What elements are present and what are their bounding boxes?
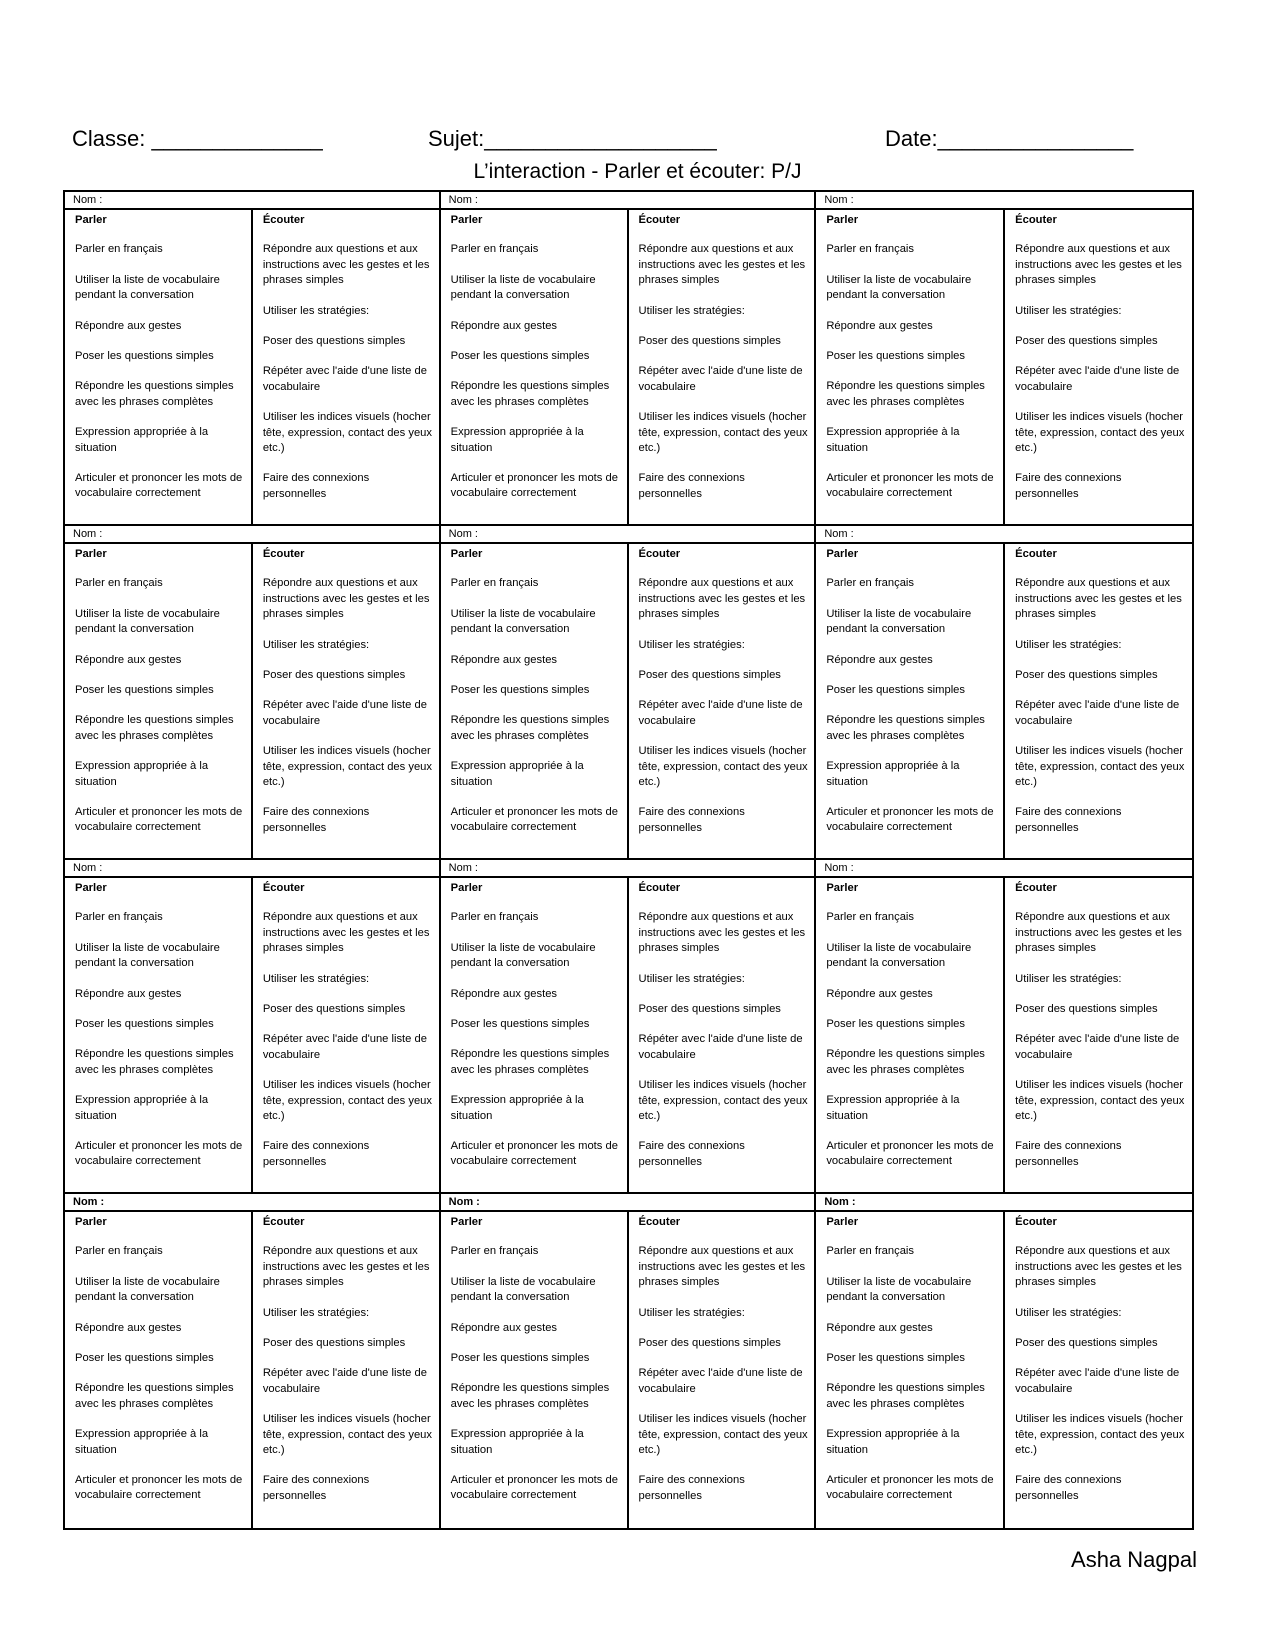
parler-heading: Parler: [75, 214, 107, 226]
nom-label[interactable]: Nom :: [441, 192, 815, 210]
ecouter-criterion: Répéter avec l'aide d'une liste de vocabulaire: [638, 699, 803, 727]
card-columns: [441, 1212, 815, 1528]
nom-label[interactable]: Nom :: [65, 526, 439, 544]
ecouter-criterion: Utiliser les stratégies:: [638, 638, 745, 651]
card-columns: [65, 544, 439, 858]
ecouter-criterion: Répondre aux questions et aux instructions avec les gestes et les phrases simples: [1015, 1245, 1182, 1289]
ecouter-criterion: Utiliser les stratégies:: [262, 1306, 370, 1319]
student-card: [816, 526, 1192, 860]
ecouter-criterion: Faire des connexions personnelles: [262, 1474, 370, 1502]
ecouter-criterion: Utiliser les indices visuels (hocher tête, expression, contact des yeux etc.): [638, 745, 808, 789]
student-card: [816, 192, 1192, 526]
parler-criterion: Parler en français: [826, 911, 915, 924]
parler-criterion: Répondre aux gestes: [450, 1321, 558, 1334]
parler-criterion: Répondre les questions simples avec les phrases complètes: [450, 1048, 610, 1076]
student-card: [816, 860, 1192, 1194]
page-title: L’interaction - Parler et écouter: P/J: [473, 160, 802, 183]
card-columns: [816, 210, 1192, 524]
parler-criterion: Répondre aux gestes: [450, 653, 558, 666]
parler-criterion: Articuler et prononcer les mots de vocabulaire correctement: [826, 1474, 994, 1502]
student-card: [441, 192, 817, 526]
parler-criterion: Répondre aux gestes: [826, 1321, 933, 1334]
card-columns: [65, 210, 439, 524]
parler-column: [816, 544, 1005, 858]
ecouter-heading: Écouter: [1015, 882, 1057, 894]
ecouter-criterion: Répondre aux questions et aux instructions avec les gestes et les phrases simples: [262, 243, 430, 287]
ecouter-criterion: Utiliser les stratégies:: [262, 638, 370, 651]
parler-criterion: Répondre les questions simples avec les phrases complètes: [826, 714, 985, 742]
parler-column: [816, 210, 1005, 524]
ecouter-heading: Écouter: [262, 882, 305, 894]
parler-criterion: Expression appropriée à la situation: [450, 1094, 584, 1122]
parler-heading: Parler: [826, 214, 859, 226]
parler-criterion: Répondre aux gestes: [826, 653, 933, 666]
parler-criterion: Poser les questions simples: [75, 1018, 214, 1031]
parler-heading: Parler: [450, 214, 483, 226]
ecouter-criterion: Faire des connexions personnelles: [262, 472, 370, 500]
nom-label[interactable]: Nom :: [441, 526, 815, 544]
ecouter-criterion: Utiliser les stratégies:: [1015, 638, 1122, 651]
card-columns: [816, 1212, 1192, 1528]
parler-criterion: Articuler et prononcer les mots de vocabulaire correctement: [826, 806, 994, 834]
parler-criterion: Poser les questions simples: [826, 684, 965, 697]
ecouter-criterion: Utiliser les indices visuels (hocher tête, expression, contact des yeux etc.): [1015, 1413, 1185, 1457]
ecouter-criterion: Répéter avec l'aide d'une liste de vocabulaire: [638, 1367, 803, 1395]
ecouter-criterion: Répéter avec l'aide d'une liste de vocabulaire: [1015, 1033, 1180, 1061]
ecouter-column: [629, 544, 815, 858]
parler-heading: Parler: [450, 882, 483, 894]
parler-criterion: Poser les questions simples: [826, 1018, 965, 1031]
parler-criterion: Parler en français: [75, 911, 163, 924]
student-card: [441, 1194, 817, 1528]
ecouter-criterion: Faire des connexions personnelles: [1015, 806, 1122, 834]
ecouter-heading: Écouter: [638, 882, 681, 894]
ecouter-criterion: Faire des connexions personnelles: [1015, 1140, 1122, 1168]
ecouter-criterion: Poser des questions simples: [638, 1337, 781, 1350]
parler-criterion: Répondre aux gestes: [75, 987, 182, 1000]
parler-criterion: Utiliser la liste de vocabulaire pendant la conversation: [450, 607, 596, 636]
ecouter-criterion: Utiliser les stratégies:: [262, 972, 370, 985]
parler-criterion: Poser les questions simples: [826, 350, 965, 363]
parler-criterion: Répondre aux gestes: [826, 319, 933, 332]
parler-criterion: Répondre les questions simples avec les phrases complètes: [75, 1382, 234, 1410]
ecouter-criterion: Utiliser les stratégies:: [262, 304, 370, 317]
parler-criterion: Expression appropriée à la situation: [826, 760, 960, 788]
ecouter-criterion: Poser des questions simples: [262, 1337, 406, 1350]
parler-column: [65, 544, 253, 858]
parler-criterion: Poser les questions simples: [75, 684, 214, 697]
parler-criterion: Parler en français: [450, 1245, 539, 1258]
student-card: [441, 860, 817, 1194]
ecouter-criterion: Faire des connexions personnelles: [638, 472, 745, 500]
ecouter-criterion: Poser des questions simples: [638, 1003, 781, 1016]
parler-criterion: Articuler et prononcer les mots de vocabulaire correctement: [450, 472, 618, 500]
parler-criterion: Utiliser la liste de vocabulaire pendant la conversation: [826, 1275, 972, 1304]
nom-label[interactable]: Nom :: [441, 860, 815, 878]
parler-criterion: Poser les questions simples: [450, 350, 590, 363]
nom-label[interactable]: Nom :: [816, 526, 1192, 544]
parler-criterion: Répondre aux gestes: [450, 987, 558, 1000]
nom-label[interactable]: Nom :: [65, 192, 439, 210]
ecouter-heading: Écouter: [638, 1216, 681, 1228]
card-columns: [441, 210, 815, 524]
student-card: [65, 860, 441, 1194]
parler-column: [441, 210, 629, 524]
parler-criterion: Articuler et prononcer les mots de vocabulaire correctement: [450, 806, 618, 834]
ecouter-criterion: Utiliser les indices visuels (hocher tête, expression, contact des yeux etc.): [262, 1079, 432, 1123]
parler-column: [816, 1212, 1005, 1528]
card-columns: [816, 878, 1192, 1192]
parler-heading: Parler: [75, 548, 107, 560]
ecouter-criterion: Utiliser les indices visuels (hocher tête, expression, contact des yeux etc.): [1015, 745, 1185, 789]
nom-label[interactable]: Nom :: [816, 1194, 1192, 1212]
parler-criterion: Poser les questions simples: [450, 1352, 590, 1365]
ecouter-column: [1005, 878, 1192, 1192]
ecouter-criterion: Utiliser les indices visuels (hocher tête, expression, contact des yeux etc.): [262, 1413, 432, 1457]
ecouter-heading: Écouter: [262, 214, 305, 226]
parler-criterion: Répondre les questions simples avec les phrases complètes: [450, 1382, 610, 1410]
ecouter-criterion: Utiliser les indices visuels (hocher tête, expression, contact des yeux etc.): [638, 411, 808, 455]
ecouter-criterion: Faire des connexions personnelles: [1015, 472, 1122, 500]
student-card: [65, 192, 441, 526]
ecouter-criterion: Faire des connexions personnelles: [638, 1140, 745, 1168]
ecouter-column: [1005, 544, 1192, 858]
nom-label[interactable]: Nom :: [816, 860, 1192, 878]
ecouter-criterion: Poser des questions simples: [1015, 335, 1158, 348]
parler-criterion: Poser les questions simples: [826, 1352, 965, 1365]
ecouter-criterion: Utiliser les stratégies:: [638, 304, 745, 317]
parler-criterion: Poser les questions simples: [75, 1352, 214, 1365]
assessment-grid: [63, 190, 1194, 1530]
ecouter-heading: Écouter: [1015, 1216, 1057, 1228]
ecouter-criterion: Répondre aux questions et aux instructions avec les gestes et les phrases simples: [262, 911, 430, 955]
parler-criterion: Répondre aux gestes: [450, 319, 558, 332]
student-card: [816, 1194, 1192, 1528]
parler-heading: Parler: [75, 882, 107, 894]
parler-criterion: Articuler et prononcer les mots de vocabulaire correctement: [75, 472, 243, 500]
parler-criterion: Parler en français: [450, 911, 539, 924]
parler-criterion: Expression appropriée à la situation: [75, 1094, 209, 1122]
ecouter-criterion: Utiliser les stratégies:: [638, 1306, 745, 1319]
ecouter-criterion: Utiliser les stratégies:: [1015, 304, 1122, 317]
parler-column: [65, 210, 253, 524]
ecouter-criterion: Poser des questions simples: [638, 669, 781, 682]
parler-criterion: Utiliser la liste de vocabulaire pendant la conversation: [826, 607, 972, 636]
parler-criterion: Parler en français: [826, 577, 915, 590]
ecouter-criterion: Utiliser les indices visuels (hocher tête, expression, contact des yeux etc.): [638, 1079, 808, 1123]
parler-criterion: Poser les questions simples: [450, 1018, 590, 1031]
ecouter-criterion: Faire des connexions personnelles: [1015, 1474, 1122, 1502]
ecouter-criterion: Répondre aux questions et aux instructions avec les gestes et les phrases simples: [638, 1245, 806, 1289]
ecouter-criterion: Poser des questions simples: [262, 1003, 406, 1016]
date-field: Date:________________: [885, 126, 1134, 151]
parler-criterion: Parler en français: [826, 243, 915, 256]
ecouter-criterion: Utiliser les indices visuels (hocher tête, expression, contact des yeux etc.): [1015, 1079, 1185, 1123]
parler-criterion: Articuler et prononcer les mots de vocabulaire correctement: [826, 472, 994, 500]
parler-column: [65, 878, 253, 1192]
parler-criterion: Expression appropriée à la situation: [450, 1428, 584, 1456]
parler-heading: Parler: [826, 882, 859, 894]
parler-heading: Parler: [826, 548, 859, 560]
parler-criterion: Répondre les questions simples avec les phrases complètes: [75, 714, 234, 742]
ecouter-column: [1005, 1212, 1192, 1528]
parler-column: [816, 878, 1005, 1192]
parler-criterion: Utiliser la liste de vocabulaire pendant la conversation: [75, 607, 220, 636]
ecouter-criterion: Répéter avec l'aide d'une liste de vocabulaire: [638, 1033, 803, 1061]
sujet-field: Sujet:___________________: [428, 126, 717, 151]
parler-criterion: Parler en français: [450, 577, 539, 590]
ecouter-criterion: Répondre aux questions et aux instructions avec les gestes et les phrases simples: [638, 911, 806, 955]
ecouter-criterion: Répéter avec l'aide d'une liste de vocabulaire: [1015, 699, 1180, 727]
student-card: [441, 526, 817, 860]
parler-criterion: Répondre les questions simples avec les phrases complètes: [450, 714, 610, 742]
ecouter-criterion: Utiliser les stratégies:: [1015, 1306, 1122, 1319]
classe-field: Classe: ______________: [72, 126, 323, 151]
parler-heading: Parler: [75, 1216, 107, 1228]
ecouter-column: [629, 1212, 815, 1528]
parler-criterion: Parler en français: [826, 1245, 915, 1258]
parler-criterion: Articuler et prononcer les mots de vocabulaire correctement: [450, 1474, 618, 1502]
ecouter-criterion: Répondre aux questions et aux instructions avec les gestes et les phrases simples: [262, 1245, 430, 1289]
parler-criterion: Poser les questions simples: [450, 684, 590, 697]
card-columns: [441, 878, 815, 1192]
ecouter-criterion: Utiliser les indices visuels (hocher tête, expression, contact des yeux etc.): [262, 745, 432, 789]
parler-criterion: Utiliser la liste de vocabulaire pendant la conversation: [450, 1275, 596, 1304]
ecouter-heading: Écouter: [638, 214, 681, 226]
ecouter-criterion: Utiliser les stratégies:: [1015, 972, 1122, 985]
parler-criterion: Répondre les questions simples avec les phrases complètes: [75, 1048, 234, 1076]
student-card: [65, 1194, 441, 1528]
card-columns: [65, 878, 439, 1192]
parler-column: [441, 544, 629, 858]
parler-criterion: Articuler et prononcer les mots de vocabulaire correctement: [75, 1474, 243, 1502]
ecouter-criterion: Répéter avec l'aide d'une liste de vocabulaire: [262, 365, 427, 393]
parler-column: [441, 1212, 629, 1528]
parler-criterion: Expression appropriée à la situation: [826, 1094, 960, 1122]
ecouter-heading: Écouter: [1015, 548, 1057, 560]
ecouter-criterion: Faire des connexions personnelles: [638, 806, 745, 834]
parler-criterion: Répondre aux gestes: [75, 653, 182, 666]
parler-heading: Parler: [450, 1216, 483, 1228]
ecouter-criterion: Poser des questions simples: [262, 335, 406, 348]
ecouter-criterion: Répondre aux questions et aux instructions avec les gestes et les phrases simples: [1015, 911, 1182, 955]
parler-heading: Parler: [826, 1216, 859, 1228]
parler-criterion: Expression appropriée à la situation: [826, 426, 960, 454]
parler-criterion: Expression appropriée à la situation: [75, 1428, 209, 1456]
ecouter-column: [1005, 210, 1192, 524]
ecouter-criterion: Poser des questions simples: [1015, 669, 1158, 682]
ecouter-criterion: Répéter avec l'aide d'une liste de vocabulaire: [262, 1033, 427, 1061]
parler-criterion: Répondre aux gestes: [75, 1321, 182, 1334]
ecouter-criterion: Faire des connexions personnelles: [262, 806, 370, 834]
ecouter-criterion: Répondre aux questions et aux instructions avec les gestes et les phrases simples: [638, 577, 806, 621]
parler-criterion: Parler en français: [75, 1245, 163, 1258]
ecouter-heading: Écouter: [1015, 214, 1057, 226]
ecouter-column: [253, 878, 439, 1192]
parler-criterion: Répondre les questions simples avec les phrases complètes: [826, 1048, 985, 1076]
ecouter-criterion: Répondre aux questions et aux instructions avec les gestes et les phrases simples: [638, 243, 806, 287]
ecouter-criterion: Poser des questions simples: [262, 669, 406, 682]
ecouter-criterion: Répondre aux questions et aux instructions avec les gestes et les phrases simples: [262, 577, 430, 621]
parler-criterion: Articuler et prononcer les mots de vocabulaire correctement: [75, 1140, 243, 1168]
ecouter-column: [253, 1212, 439, 1528]
parler-criterion: Utiliser la liste de vocabulaire pendant la conversation: [75, 1275, 220, 1304]
ecouter-heading: Écouter: [262, 1216, 305, 1228]
parler-criterion: Répondre les questions simples avec les phrases complètes: [826, 380, 985, 408]
ecouter-criterion: Poser des questions simples: [1015, 1003, 1158, 1016]
parler-criterion: Poser les questions simples: [75, 350, 214, 363]
parler-criterion: Utiliser la liste de vocabulaire pendant la conversation: [75, 941, 220, 970]
ecouter-criterion: Faire des connexions personnelles: [638, 1474, 745, 1502]
ecouter-column: [629, 878, 815, 1192]
ecouter-criterion: Utiliser les indices visuels (hocher tête, expression, contact des yeux etc.): [1015, 411, 1185, 455]
parler-criterion: Répondre les questions simples avec les phrases complètes: [450, 380, 610, 408]
parler-criterion: Expression appropriée à la situation: [826, 1428, 960, 1456]
ecouter-criterion: Faire des connexions personnelles: [262, 1140, 370, 1168]
parler-criterion: Parler en français: [75, 577, 163, 590]
ecouter-criterion: Utiliser les indices visuels (hocher tête, expression, contact des yeux etc.): [638, 1413, 808, 1457]
parler-criterion: Répondre les questions simples avec les phrases complètes: [826, 1382, 985, 1410]
ecouter-criterion: Répéter avec l'aide d'une liste de vocabulaire: [1015, 365, 1180, 393]
card-columns: [65, 1212, 439, 1528]
ecouter-column: [629, 210, 815, 524]
parler-criterion: Articuler et prononcer les mots de vocabulaire correctement: [826, 1140, 994, 1168]
parler-criterion: Utiliser la liste de vocabulaire pendant la conversation: [826, 273, 972, 302]
parler-criterion: Expression appropriée à la situation: [450, 426, 584, 454]
parler-criterion: Utiliser la liste de vocabulaire pendant la conversation: [826, 941, 972, 970]
nom-label[interactable]: Nom :: [65, 1194, 439, 1212]
parler-column: [441, 878, 629, 1192]
ecouter-criterion: Répéter avec l'aide d'une liste de vocabulaire: [638, 365, 803, 393]
nom-label[interactable]: Nom :: [816, 192, 1192, 210]
parler-criterion: Articuler et prononcer les mots de vocabulaire correctement: [75, 806, 243, 834]
parler-criterion: Expression appropriée à la situation: [450, 760, 584, 788]
ecouter-column: [253, 210, 439, 524]
parler-criterion: Utiliser la liste de vocabulaire pendant la conversation: [450, 941, 596, 970]
ecouter-criterion: Répondre aux questions et aux instructions avec les gestes et les phrases simples: [1015, 577, 1182, 621]
ecouter-heading: Écouter: [638, 548, 681, 560]
parler-criterion: Répondre aux gestes: [826, 987, 933, 1000]
parler-criterion: Utiliser la liste de vocabulaire pendant la conversation: [75, 273, 220, 302]
card-columns: [816, 544, 1192, 858]
author-name: Asha Nagpal: [1071, 1547, 1197, 1572]
parler-criterion: Utiliser la liste de vocabulaire pendant la conversation: [450, 273, 596, 302]
parler-criterion: Répondre les questions simples avec les phrases complètes: [75, 380, 234, 408]
card-columns: [441, 544, 815, 858]
ecouter-heading: Écouter: [262, 548, 305, 560]
ecouter-criterion: Poser des questions simples: [638, 335, 781, 348]
nom-label[interactable]: Nom :: [65, 860, 439, 878]
parler-column: [65, 1212, 253, 1528]
ecouter-criterion: Utiliser les stratégies:: [638, 972, 745, 985]
ecouter-criterion: Répéter avec l'aide d'une liste de vocabulaire: [262, 699, 427, 727]
ecouter-column: [253, 544, 439, 858]
parler-heading: Parler: [450, 548, 483, 560]
parler-criterion: Parler en français: [75, 243, 163, 256]
student-card: [65, 526, 441, 860]
parler-criterion: Articuler et prononcer les mots de vocabulaire correctement: [450, 1140, 618, 1168]
ecouter-criterion: Répondre aux questions et aux instructions avec les gestes et les phrases simples: [1015, 243, 1182, 287]
parler-criterion: Parler en français: [450, 243, 539, 256]
ecouter-criterion: Utiliser les indices visuels (hocher tête, expression, contact des yeux etc.): [262, 411, 432, 455]
nom-label[interactable]: Nom :: [441, 1194, 815, 1212]
parler-criterion: Expression appropriée à la situation: [75, 760, 209, 788]
ecouter-criterion: Répéter avec l'aide d'une liste de vocabulaire: [262, 1367, 427, 1395]
parler-criterion: Répondre aux gestes: [75, 319, 182, 332]
parler-criterion: Expression appropriée à la situation: [75, 426, 209, 454]
ecouter-criterion: Répéter avec l'aide d'une liste de vocabulaire: [1015, 1367, 1180, 1395]
ecouter-criterion: Poser des questions simples: [1015, 1337, 1158, 1350]
